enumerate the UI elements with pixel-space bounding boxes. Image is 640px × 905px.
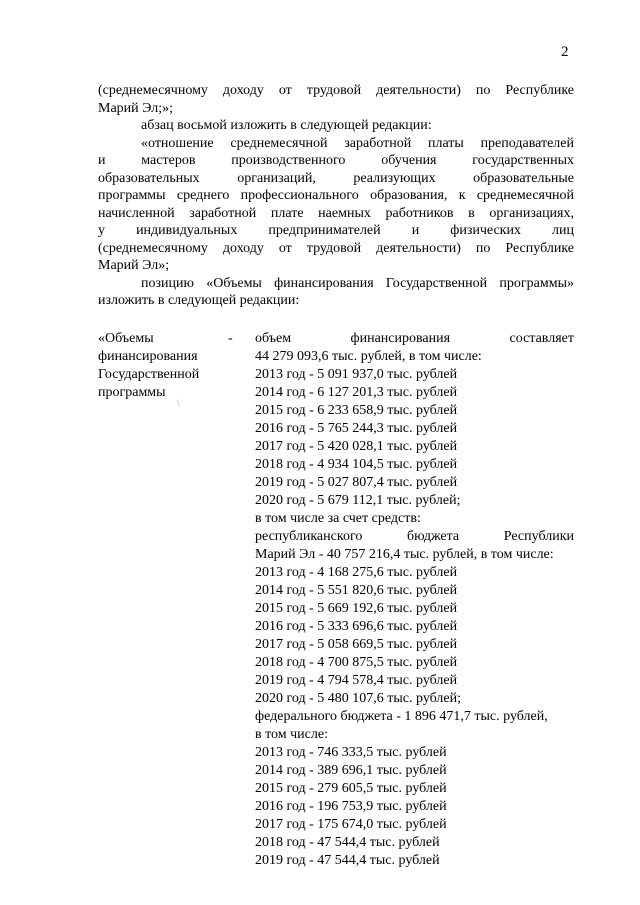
value-line: 2018 год - 47 544,4 тыс. рублей bbox=[255, 835, 440, 850]
value-line: федерального бюджета - 1 896 471,7 тыс. рублей, bbox=[255, 709, 548, 724]
value-line: 2015 год - 6 233 658,9 тыс. рублей bbox=[255, 403, 458, 418]
value-line: 2015 год - 279 605,5 тыс. рублей bbox=[255, 781, 447, 796]
body-text bbox=[98, 82, 574, 310]
paragraph-line: «отношение среднемесячной заработной платы преподавателей bbox=[141, 135, 574, 151]
value-line: в том числе за счет средств: bbox=[255, 511, 421, 526]
value-line: 2016 год - 196 753,9 тыс. рублей bbox=[255, 799, 447, 814]
label-line: финансирования bbox=[98, 349, 198, 364]
paragraph-line: (среднемесячному доходу от трудовой деятельности) по Республике bbox=[98, 83, 574, 98]
value-line: 2018 год - 4 934 104,5 тыс. рублей bbox=[255, 457, 458, 472]
value-line: 2015 год - 5 669 192,6 тыс. рублей bbox=[255, 601, 458, 616]
value-line: в том числе: bbox=[255, 727, 328, 742]
paragraph-line: позицию «Объемы финансирования Государственной программы» bbox=[141, 275, 574, 291]
label-line: программы bbox=[98, 385, 166, 400]
value-line: 2020 год - 5 679 112,1 тыс. рублей; bbox=[255, 493, 461, 508]
value-line: 2014 год - 5 551 820,6 тыс. рублей bbox=[255, 583, 458, 598]
value-line: объем финансирования составляет bbox=[255, 331, 574, 346]
value-line: 2019 год - 5 027 807,4 тыс. рублей bbox=[255, 475, 458, 490]
paragraph-line: абзац восьмой изложить в следующей редакции: bbox=[141, 118, 432, 133]
value-line: 44 279 093,6 тыс. рублей, в том числе: bbox=[255, 349, 482, 364]
paragraph-line: у индивидуальных предпринимателей и физических лиц bbox=[98, 223, 574, 238]
value-line: 2018 год - 4 700 875,5 тыс. рублей bbox=[255, 655, 458, 670]
separator-dash: - bbox=[228, 331, 233, 346]
value-line: 2013 год - 4 168 275,6 тыс. рублей bbox=[255, 565, 458, 580]
value-line: 2019 год - 47 544,4 тыс. рублей bbox=[255, 853, 440, 868]
value-line: Марий Эл - 40 757 216,4 тыс. рублей, в том числе: bbox=[255, 547, 554, 562]
value-line: 2017 год - 5 420 028,1 тыс. рублей bbox=[255, 439, 458, 454]
paragraph-line: Марий Эл;»; bbox=[98, 100, 173, 116]
page-number: 2 bbox=[561, 44, 569, 60]
paragraph-line: и мастеров производственного обучения государственных bbox=[98, 153, 574, 168]
paragraph-line: Марий Эл»; bbox=[98, 258, 170, 273]
value-line: 2017 год - 175 674,0 тыс. рублей bbox=[255, 817, 447, 832]
value-line: 2017 год - 5 058 669,5 тыс. рублей bbox=[255, 637, 458, 652]
value-line: 2013 год - 746 333,5 тыс. рублей bbox=[255, 745, 447, 760]
paragraph-line: образовательных организаций, реализующих образовательные bbox=[98, 170, 574, 186]
paragraph-line: изложить в следующей редакции: bbox=[98, 293, 300, 308]
paragraph-line: программы среднего профессионального образования, к среднемесячной bbox=[98, 188, 574, 203]
value-line: 2014 год - 389 696,1 тыс. рублей bbox=[255, 763, 447, 778]
financing-label bbox=[98, 330, 248, 402]
scan-speck: \ bbox=[177, 398, 180, 408]
label-line: «Объемы bbox=[98, 331, 154, 346]
value-line: 2013 год - 5 091 937,0 тыс. рублей bbox=[255, 367, 458, 382]
value-line: 2014 год - 6 127 201,3 тыс. рублей bbox=[255, 385, 458, 400]
value-line: республиканского бюджета Республики bbox=[255, 529, 574, 544]
value-line: 2016 год - 5 765 244,3 тыс. рублей bbox=[255, 421, 458, 436]
value-line: 2020 год - 5 480 107,6 тыс. рублей; bbox=[255, 691, 462, 706]
value-line: 2019 год - 4 794 578,4 тыс. рублей bbox=[255, 673, 458, 688]
financing-values bbox=[255, 330, 574, 870]
paragraph-line: (среднемесячному доходу от трудовой деятельности) по Республике bbox=[98, 240, 574, 256]
label-line: Государственной bbox=[98, 367, 200, 382]
value-line: 2016 год - 5 333 696,6 тыс. рублей bbox=[255, 619, 458, 634]
paragraph-line: начисленной заработной плате наемных работников в организациях, bbox=[98, 205, 574, 221]
